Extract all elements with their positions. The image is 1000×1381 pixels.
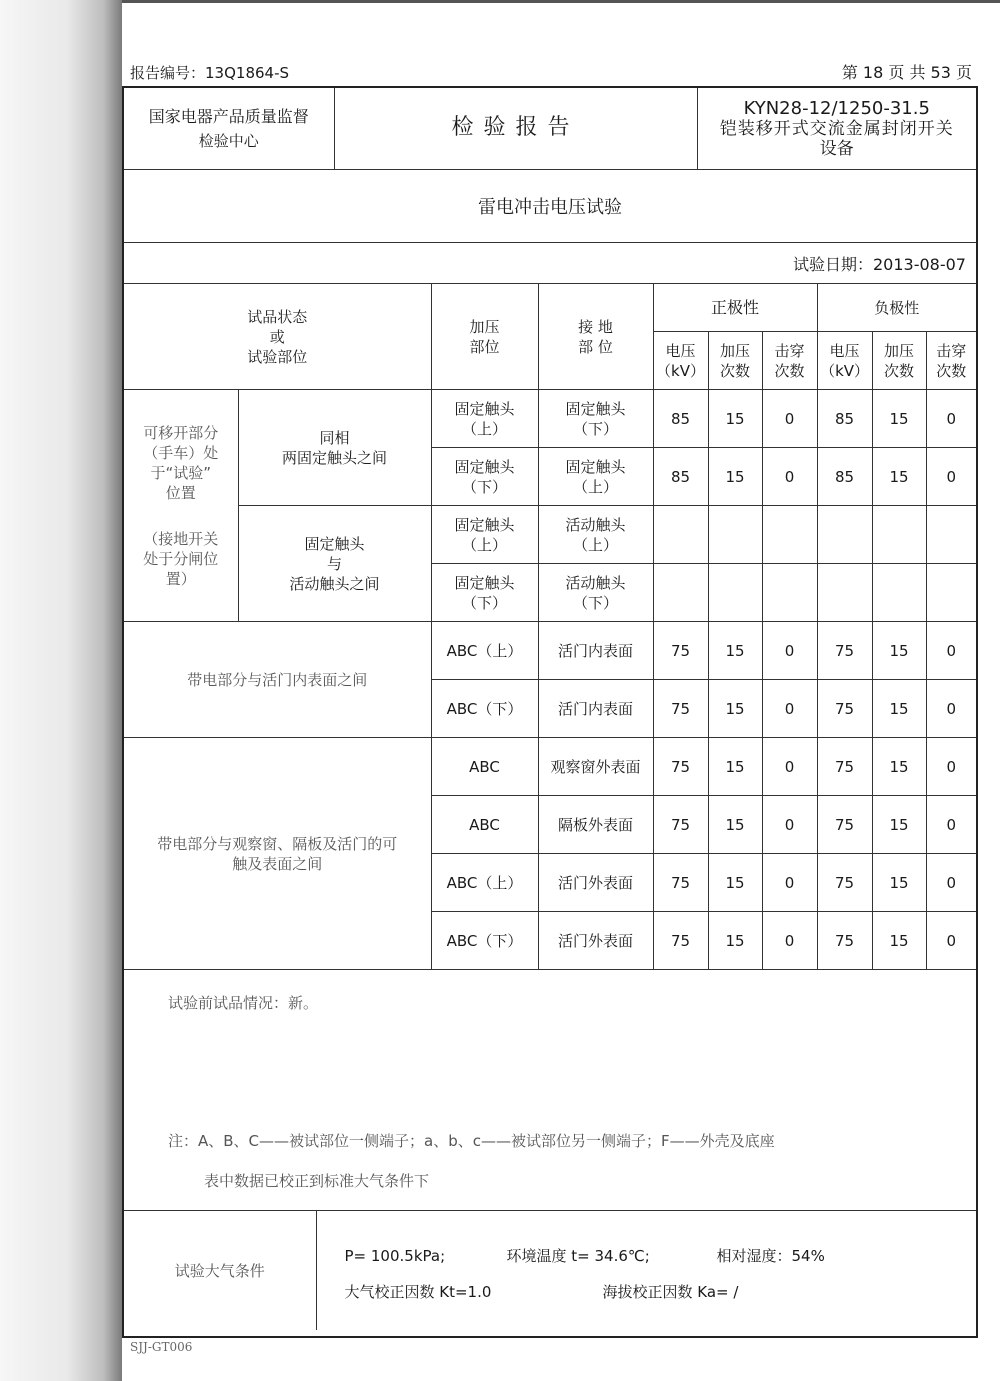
- report-frame: [122, 86, 978, 1338]
- pos-count: 15: [708, 912, 762, 970]
- apply-cell: 固定触头 （下）: [431, 448, 538, 506]
- neg-voltage: 85: [817, 390, 872, 448]
- neg-voltage: 75: [817, 912, 872, 970]
- pos-voltage: 75: [653, 796, 708, 854]
- neg-voltage: 75: [817, 796, 872, 854]
- pos-voltage: 75: [653, 622, 708, 680]
- pos-count: 15: [708, 448, 762, 506]
- neg-breakdown: 0: [926, 448, 976, 506]
- ground-cell: 活门内表面: [538, 622, 653, 680]
- apply-cell: ABC（上）: [431, 854, 538, 912]
- apply-cell: ABC（下）: [431, 912, 538, 970]
- neg-breakdown: 0: [926, 622, 976, 680]
- sub-header-count: 加压 次数: [872, 332, 926, 390]
- binding-shadow: [0, 0, 122, 1381]
- pos-count: 15: [708, 738, 762, 796]
- pos-count: 15: [708, 854, 762, 912]
- pressure: P= 100.5kPa;: [344, 1246, 446, 1265]
- org-line-2: 检验中心: [198, 131, 259, 150]
- ground-cell: 活门外表面: [538, 912, 653, 970]
- neg-count: [872, 506, 926, 564]
- neg-voltage: 75: [817, 738, 872, 796]
- pos-voltage: 75: [653, 738, 708, 796]
- pos-breakdown: 0: [762, 680, 817, 738]
- group-1-label: 可移开部分 （手车）处 于“试验” 位置 （接地开关 处于分闸位 置）: [124, 390, 238, 622]
- neg-count: 15: [872, 680, 926, 738]
- title-block: [124, 88, 976, 170]
- neg-voltage: 75: [817, 622, 872, 680]
- product-line-1: 铠装移开式交流金属封闭开关: [719, 118, 954, 139]
- notes-area: [124, 970, 976, 1210]
- product-line-2: 设备: [819, 138, 854, 159]
- apply-cell: ABC: [431, 738, 538, 796]
- ground-cell: 观察窗外表面: [538, 738, 653, 796]
- col-header-negative: 负极性: [817, 284, 976, 332]
- atmosphere-values: [316, 1211, 976, 1331]
- apply-cell: ABC（上）: [431, 622, 538, 680]
- neg-breakdown: 0: [926, 680, 976, 738]
- apply-cell: ABC: [431, 796, 538, 854]
- neg-breakdown: 0: [926, 912, 976, 970]
- neg-breakdown: [926, 506, 976, 564]
- date-row: [124, 242, 976, 283]
- atmosphere-label: 试验大气条件: [124, 1211, 316, 1331]
- sub-header-voltage: 电压 （kV）: [817, 332, 872, 390]
- pos-voltage: 75: [653, 854, 708, 912]
- pos-breakdown: 0: [762, 854, 817, 912]
- ground-cell: 活动触头 （下）: [538, 564, 653, 622]
- sub-group-2: 固定触头 与 活动触头之间: [238, 506, 431, 622]
- top-edge: [0, 0, 1000, 3]
- col-header-ground: 接 地 部 位: [538, 284, 653, 390]
- humidity: 相对湿度：54%: [716, 1246, 825, 1265]
- kt-factor: 大气校正因数 Kt=1.0: [344, 1282, 492, 1301]
- neg-voltage: [817, 564, 872, 622]
- apply-cell: 固定触头 （上）: [431, 506, 538, 564]
- pos-count: 15: [708, 680, 762, 738]
- report-number: 报告编号：13Q1864-S: [130, 64, 290, 82]
- ka-factor: 海拔校正因数 Ka= /: [602, 1282, 739, 1301]
- sub-header-count: 加压 次数: [708, 332, 762, 390]
- pos-breakdown: 0: [762, 912, 817, 970]
- org-line-1: 国家电器产品质量监督: [148, 106, 309, 126]
- note-correction: 表中数据已校正到标准大气条件下: [204, 1172, 430, 1190]
- issuing-org: [124, 88, 334, 170]
- pos-voltage: 75: [653, 912, 708, 970]
- neg-count: 15: [872, 738, 926, 796]
- group-3-label: 带电部分与观察窗、隔板及活门的可 触及表面之间: [124, 738, 431, 970]
- pos-voltage: 75: [653, 680, 708, 738]
- neg-count: 15: [872, 622, 926, 680]
- ground-cell: 活动触头 （上）: [538, 506, 653, 564]
- neg-breakdown: 0: [926, 796, 976, 854]
- sub-group-1: 同相 两固定触头之间: [238, 390, 431, 506]
- ground-cell: 固定触头 （上）: [538, 448, 653, 506]
- neg-breakdown: 0: [926, 738, 976, 796]
- report-title: 检验报告: [451, 115, 580, 140]
- sub-header-voltage: 电压 （kV）: [653, 332, 708, 390]
- apply-cell: 固定触头 （上）: [431, 390, 538, 448]
- sub-header-breakdown: 击穿 次数: [762, 332, 817, 390]
- neg-count: 15: [872, 854, 926, 912]
- neg-breakdown: 0: [926, 390, 976, 448]
- neg-breakdown: 0: [926, 854, 976, 912]
- pos-breakdown: 0: [762, 738, 817, 796]
- product-cell: [697, 88, 976, 170]
- ground-cell: 固定触头 （下）: [538, 390, 653, 448]
- test-name: 雷电冲击电压试验: [478, 197, 622, 218]
- sample-state: 试验前试品情况：新。: [168, 994, 319, 1012]
- col-header-apply: 加压 部位: [431, 284, 538, 390]
- neg-voltage: [817, 506, 872, 564]
- neg-voltage: 75: [817, 854, 872, 912]
- sub-header-breakdown: 击穿 次数: [926, 332, 976, 390]
- neg-voltage: 85: [817, 448, 872, 506]
- pos-breakdown: 0: [762, 622, 817, 680]
- group-2-label: 带电部分与活门内表面之间: [124, 622, 431, 738]
- neg-count: 15: [872, 448, 926, 506]
- neg-voltage: 75: [817, 680, 872, 738]
- ground-cell: 活门外表面: [538, 854, 653, 912]
- form-code: SJJ-GT006: [130, 1340, 193, 1354]
- pos-breakdown: 0: [762, 448, 817, 506]
- note-terminals: 注：A、B、C——被试部位一侧端子；a、b、c——被试部位另一侧端子；F——外壳及底座: [168, 1132, 775, 1150]
- results-table: [124, 283, 976, 970]
- page-info: 第 18 页 共 53 页: [841, 63, 972, 82]
- pos-breakdown: [762, 564, 817, 622]
- ground-cell: 隔板外表面: [538, 796, 653, 854]
- pos-count: 15: [708, 390, 762, 448]
- neg-breakdown: [926, 564, 976, 622]
- col-header-state: 试品状态 或 试验部位: [124, 284, 431, 390]
- pos-voltage: [653, 506, 708, 564]
- pos-breakdown: [762, 506, 817, 564]
- pos-breakdown: 0: [762, 390, 817, 448]
- apply-cell: ABC（下）: [431, 680, 538, 738]
- pos-count: 15: [708, 796, 762, 854]
- pos-count: [708, 506, 762, 564]
- product-model: KYN28-12/1250-31.5: [743, 97, 930, 119]
- pos-count: 15: [708, 622, 762, 680]
- neg-count: 15: [872, 796, 926, 854]
- atmosphere-block: [124, 1210, 976, 1330]
- neg-count: 15: [872, 390, 926, 448]
- ground-cell: 活门内表面: [538, 680, 653, 738]
- test-date: 试验日期：2013-08-07: [793, 254, 966, 274]
- report-title-cell: [334, 88, 697, 170]
- pos-breakdown: 0: [762, 796, 817, 854]
- pos-voltage: 85: [653, 448, 708, 506]
- col-header-positive: 正极性: [653, 284, 817, 332]
- pos-voltage: 85: [653, 390, 708, 448]
- temperature: 环境温度 t= 34.6℃;: [506, 1246, 650, 1265]
- pos-count: [708, 564, 762, 622]
- neg-count: 15: [872, 912, 926, 970]
- neg-count: [872, 564, 926, 622]
- pos-voltage: [653, 564, 708, 622]
- apply-cell: 固定触头 （下）: [431, 564, 538, 622]
